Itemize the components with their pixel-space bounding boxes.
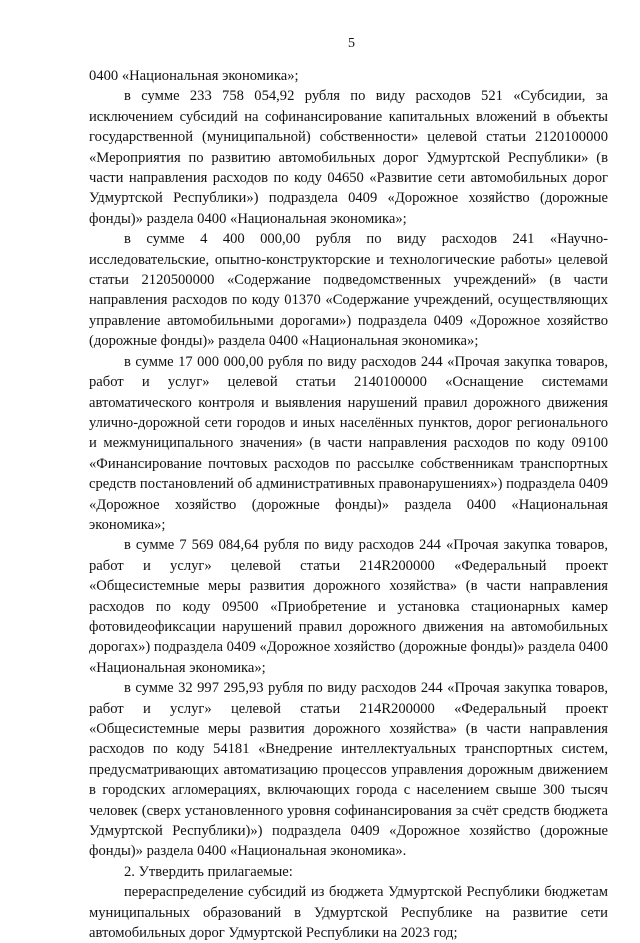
paragraph-research-241: в сумме 4 400 000,00 рубля по виду расходов 241 «Научно-исследовательские, опытно-конструкторские и технологические работы» целевой статьи 2120500000 «Содержание подведомственных учреждений» (в части направления расходов по коду 01370 «Содержание учреждений, осуществляющих управление автомобильными дорогами») подраздела 0409 «Дорожное хозяйство (дорожные фонды)» раздела 0400 «Национальная экономика»;: [89, 231, 608, 350]
document-body: [89, 66, 608, 943]
paragraph-redistribution: перераспределение субсидий из бюджета Удмуртской Республики бюджетам муниципальных образований в Удмуртской Республике на развитие сети автомобильных дорог Удмуртской Республики на 2023 год;: [89, 884, 608, 942]
paragraph-procurement-54181: в сумме 32 997 295,93 рубля по виду расходов 244 «Прочая закупка товаров, работ и услуг» целевой статьи 214R200000 «Федеральный проект «Общесистемные меры развития дорожного хозяйства» (в части направления расходов по коду 54181 «Внедрение интеллектуальных транспортных систем, предусматривающих автоматизацию процессов управления дорожным движением в городских агломерациях, включающих города с населением свыше 300 тысяч человек (сверх установленного уровня софинансирования за счёт средств бюджета Удмуртской Республики)») подраздела 0409 «Дорожное хозяйство (дорожные фонды)» раздела 0400 «Национальная экономика».: [89, 680, 608, 860]
paragraph-approve-item: 2. Утвердить прилагаемые:: [124, 863, 293, 880]
page-number: 5: [348, 36, 355, 51]
paragraph-subsidy-521: в сумме 233 758 054,92 рубля по виду расходов 521 «Субсидии, за исключением субсидий на софинансирование капитальных вложений в объекты государственной (муниципальной) собственности» целевой статьи 2120100000 «Мероприятия по развитию автомобильных дорог Удмуртской Республики» (в части направления расходов по коду 04650 «Развитие сети автомобильных дорог Удмуртской Республики») подраздела 0409 «Дорожное хозяйство (дорожные фонды)» раздела 0400 «Национальная экономика»;: [89, 88, 608, 227]
paragraph-continuation: 0400 «Национальная экономика»;: [89, 68, 299, 84]
paragraph-procurement-09500: в сумме 7 569 084,64 рубля по виду расходов 244 «Прочая закупка товаров, работ и услуг» целевой статьи 214R200000 «Федеральный проект «Общесистемные меры развития дорожного хозяйства» (в части направления расходов по коду 09500 «Приобретение и установка стационарных камер фотовидеофиксации нарушений правил дорожного движения на автомобильных дорогах») подраздела 0409 «Дорожное хозяйство (дорожные фонды)» раздела 0400 «Национальная экономика»;: [89, 537, 608, 676]
paragraph-procurement-09100: в сумме 17 000 000,00 рубля по виду расходов 244 «Прочая закупка товаров, работ и услуг» целевой статьи 2140100000 «Оснащение системами автоматического контроля и выявления нарушений правил дорожного движения улично-дорожной сети городов и иных населённых пунктов, дорог регионального и межмуниципального значения» (в части направления расходов по коду 09100 «Финансирование почтовых расходов по рассылке собственникам транспортных средств постановлений об административных правонарушениях») подраздела 0409 «Дорожное хозяйство (дорожные фонды)» раздела 0400 «Национальная экономика»;: [89, 353, 608, 533]
